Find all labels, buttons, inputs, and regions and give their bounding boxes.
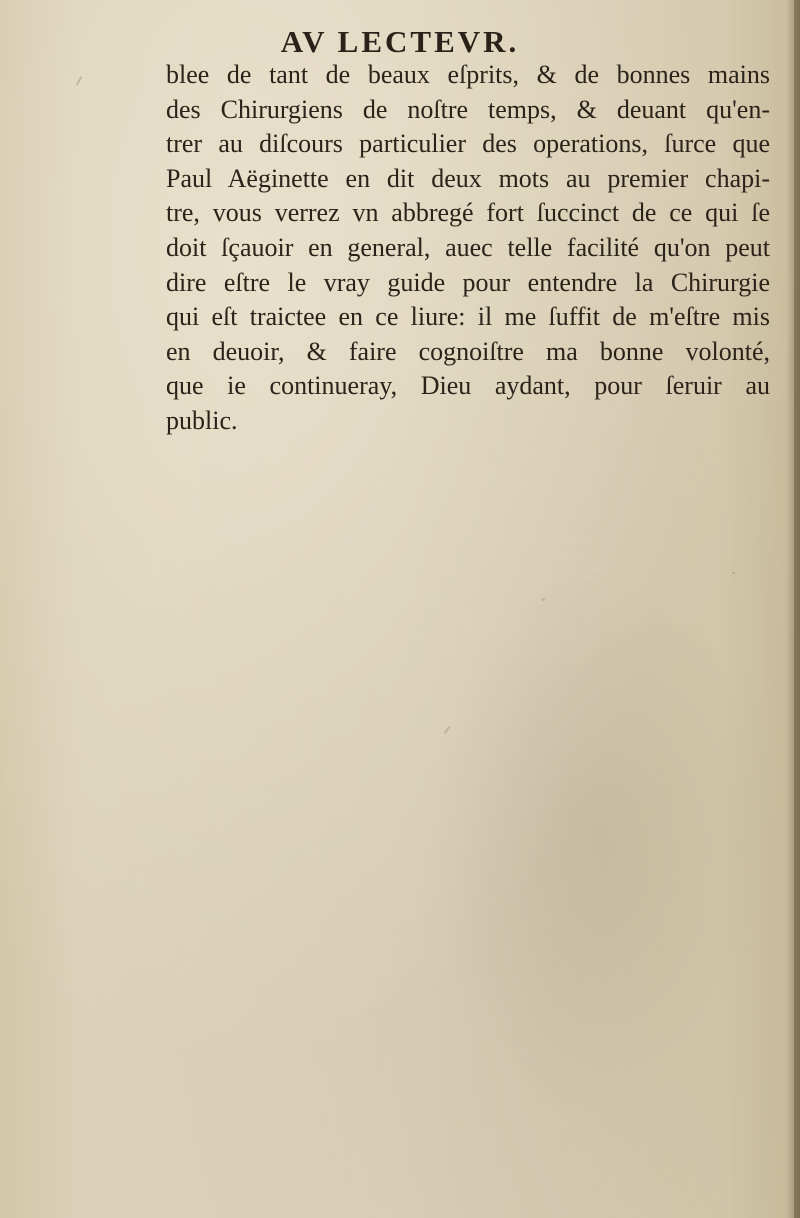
running-head: AV LECTEVR. (280, 24, 520, 59)
text-line-6: doit ſçauoir en general, auec telle facilité qu'on peut (166, 232, 770, 262)
paper-speck (542, 598, 545, 601)
text-line-11: public. (166, 405, 238, 435)
text-line-9: en deuoir, & faire cognoiſtre ma bonne volonté, (166, 336, 770, 366)
text-line-3: trer au diſcours particulier des operations, ſurce que (166, 129, 770, 159)
body-text (166, 58, 770, 439)
text-line-7: dire eſtre le vray guide pour entendre la Chirurgie (166, 267, 770, 297)
text-line-4: Paul Aëginette en dit deux mots au premier chapi- (166, 163, 770, 193)
paper-speck (76, 76, 83, 86)
text-line-8: qui eſt traictee en ce liure: il me ſuffit de m'eſtre mis (166, 302, 770, 332)
text-line-1: blee de tant de beaux eſprits, & de bonnes mains (166, 60, 770, 89)
text-line-5: tre, vous verrez vn abbregé fort ſuccinct de ce qui ſe (166, 198, 770, 228)
page-edge (794, 0, 800, 1218)
text-line-2: des Chirurgiens de noſtre temps, & deuant qu'en- (166, 94, 770, 124)
ink-bleed-through (430, 560, 770, 1120)
text-line-10: que ie continueray, Dieu aydant, pour ſeruir au (166, 371, 770, 401)
paper-speck (732, 572, 735, 574)
